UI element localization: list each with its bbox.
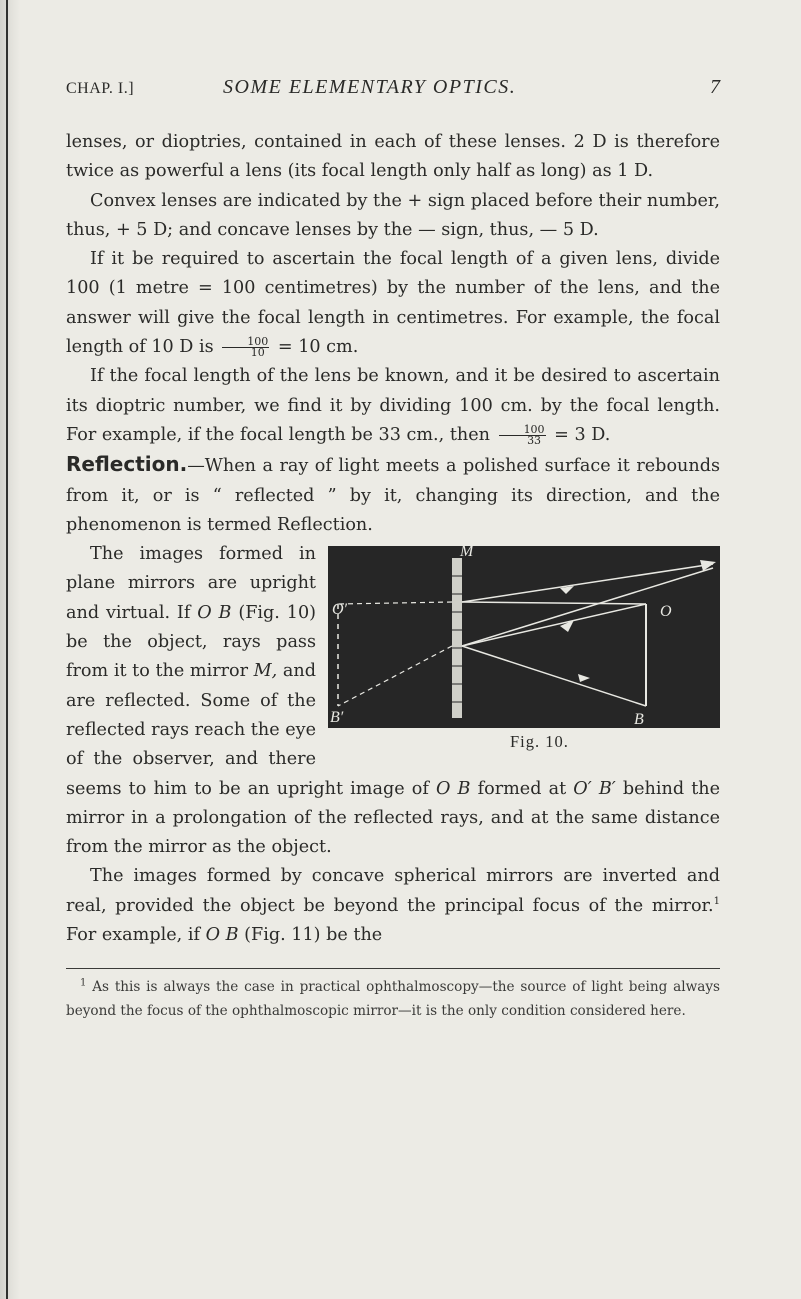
fraction-numerator: 100 xyxy=(499,425,546,436)
reflection-definition: —When a ray of light meets a polished surface it rebounds from it, or is “ reflected ” by it, changing its direction, and the phenomenon is termed Reflection. xyxy=(66,456,720,535)
figure-10 xyxy=(328,546,720,768)
running-head-chapter: CHAP. I.] xyxy=(66,80,135,97)
dioptric-number-text: If the focal length of the lens be known, and it be desired to ascertain its dioptric number, we find it by dividing 100 cm. by the focal length. For example, if the focal length be 33 cm., then xyxy=(66,366,720,445)
footnote-divider xyxy=(66,968,720,969)
object-label-ob: O B xyxy=(197,602,232,623)
concave-mirrors-text-c: (Fig. 11) be the xyxy=(244,925,383,946)
label-b: B xyxy=(634,711,644,729)
fraction-denominator: 33 xyxy=(527,433,542,447)
dioptric-number-result: = 3 D. xyxy=(554,424,611,445)
paragraph-convex-concave: Convex lenses are indicated by the + sign placed before their number, thus, + 5 D; and concave lenses by the — sign, thus, — 5 D. xyxy=(66,190,720,240)
label-m: M xyxy=(460,546,474,561)
fraction-denominator: 10 xyxy=(250,346,265,360)
paragraph-concave-mirrors xyxy=(66,862,720,950)
label-b-prime: B′ xyxy=(330,709,344,727)
mirror-label-m: M, xyxy=(253,661,278,682)
fraction-100-over-10 xyxy=(222,337,269,358)
footnote-text: As this is always the case in practical ophthalmoscopy—the source of light being always beyond the focus of the ophthalmoscopic mirror—it is the only condition considered here. xyxy=(66,979,720,1020)
focal-length-result: = 10 cm. xyxy=(277,337,359,358)
footnote xyxy=(66,975,720,1023)
plane-mirrors-text-d: formed at xyxy=(477,778,567,799)
plane-mirrors-text-e: behind the mirror in a prolongation of the reflected rays, and at the same distance from the mirror as the object. xyxy=(66,778,721,858)
paragraph-reflection xyxy=(66,450,720,540)
paragraph-dioptries: lenses, or dioptries, contained in each of these lenses. 2 D is therefore twice as powerful a lens (its focal length only half as long) as 1 D. xyxy=(66,132,720,182)
footnote-marker: 1 xyxy=(80,977,87,989)
book-page xyxy=(66,76,721,1023)
object-label-ob-2: O B xyxy=(435,778,471,799)
section-heading-reflection: Reflection. xyxy=(66,452,188,477)
footnote-reference: 1 xyxy=(713,895,720,907)
paragraph-dioptric-number xyxy=(66,362,720,450)
plane-mirrors-text-b: (Fig. 10) be the object, rays pass from it to the mirror xyxy=(66,602,316,682)
figure-background xyxy=(328,546,720,728)
image-label-o-prime-b-prime: O′ B′ xyxy=(573,778,616,799)
fraction-100-over-33 xyxy=(499,422,546,447)
label-o-prime: O′ xyxy=(332,601,348,619)
book-gutter-line xyxy=(6,0,8,1299)
running-head-title: SOME ELEMENTARY OPTICS. xyxy=(223,76,517,98)
concave-mirrors-text-a: The images formed by concave spherical mirrors are inverted and real, provided the object be beyond the principal focus of the mirror. xyxy=(66,866,720,916)
focal-length-text: If it be required to ascertain the focal length of a given lens, divide 100 (1 metre = 100 centimetres) by the number of the lens, and the answer will give the focal length in centimetres. For example, the focal length of 10 D is xyxy=(66,249,720,358)
figure-caption: Fig. 10. xyxy=(510,732,569,752)
mirror-m xyxy=(452,558,462,718)
fraction-numerator: 100 xyxy=(222,337,269,348)
book-spine-shadow xyxy=(0,0,20,1299)
label-o: O xyxy=(660,603,672,621)
plane-mirror-diagram xyxy=(328,546,720,728)
plane-mirrors-text-a: The images formed in plane mirrors are upright and virtual. If xyxy=(66,544,316,623)
paragraph-focal-length xyxy=(66,245,720,362)
page-number: 7 xyxy=(710,76,720,98)
object-label-ob-3: O B xyxy=(205,925,239,946)
concave-mirrors-text-b: For example, if xyxy=(66,925,200,946)
plane-mirrors-text-c: and are reflected. Some of the reflected rays reach the eye of the observer, and there seems to him to be an upright image of xyxy=(66,661,429,799)
running-head xyxy=(66,76,720,106)
